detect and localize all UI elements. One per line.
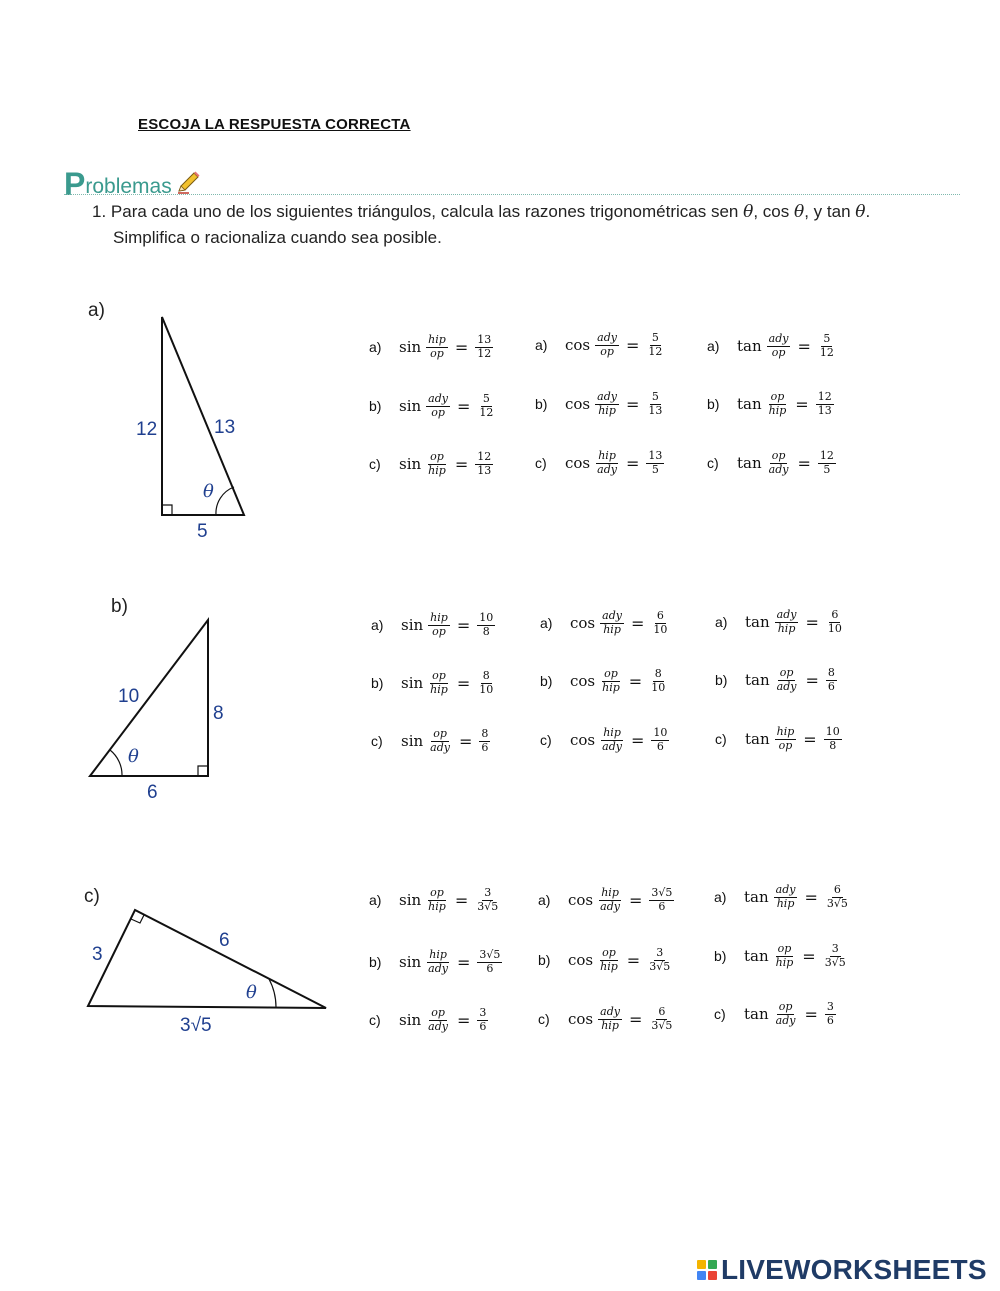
function-name: tan xyxy=(737,337,762,356)
part-label-a: a) xyxy=(88,300,105,321)
instruction-line-2: Simplifica o racionaliza cuando sea posible. xyxy=(113,228,442,247)
side-label: 6 xyxy=(147,782,158,803)
ratio-denominator: hip xyxy=(598,403,616,417)
ratio-numerator: op xyxy=(604,667,618,680)
ratio-numerator: op xyxy=(771,449,786,462)
logo-blocks-icon xyxy=(697,1260,717,1280)
function-name: tan xyxy=(737,454,762,473)
section-heading xyxy=(64,166,172,203)
option-label: c) xyxy=(714,1006,726,1023)
ratio-numerator: hip xyxy=(776,725,795,738)
option-c-cos-c[interactable]: c) cos $\frac{\text{ady}}{\text{hip}}$ = $\frac{6}{3√5}$ xyxy=(538,1005,673,1032)
ratio-numerator: op xyxy=(432,669,446,682)
option-a-tan-c[interactable]: c) tan $\frac{op}{\text{ady}}$ = $\frac{12}{5}$ xyxy=(707,449,834,476)
ratio-denominator: hip xyxy=(600,959,618,973)
option-label: b) xyxy=(540,673,553,690)
option-label: a) xyxy=(538,892,551,909)
instruction-text: . xyxy=(865,202,871,221)
option-label: c) xyxy=(371,733,383,750)
side-label: 3√5 xyxy=(180,1015,212,1036)
value-numerator: 5 xyxy=(823,332,831,345)
ratio-denominator: ady xyxy=(430,740,450,754)
option-c-sin-b[interactable]: b) sin $\frac{\text{hip}}{\text{ady}}$ = $\frac{3√5}{6}$ xyxy=(369,948,501,975)
option-b-tan-c[interactable]: c) tan $\frac{\text{hip}}{op}$ = $\frac{10}{8}$ xyxy=(715,725,840,752)
theta-symbol: θ xyxy=(743,202,754,222)
value-numerator: 3√5 xyxy=(651,886,673,899)
value-numerator: 6 xyxy=(831,608,839,621)
value-numerator: 5 xyxy=(651,331,659,344)
option-a-cos-a[interactable]: a) cos $\frac{\text{ady}}{op}$ = $\frac{5}{12}$ xyxy=(535,331,663,358)
value-denominator: 3√5 xyxy=(651,1018,673,1032)
right-angle-mark xyxy=(162,505,172,515)
value-denominator: 3√5 xyxy=(826,896,848,910)
ratio-denominator: hip xyxy=(428,463,446,477)
value-numerator: 3 xyxy=(826,1000,834,1013)
ratio-numerator: ady xyxy=(775,883,796,896)
ratio-numerator: hip xyxy=(603,726,621,739)
value-numerator: 13 xyxy=(648,449,663,462)
value-numerator: 3 xyxy=(656,946,664,959)
value-denominator: 12 xyxy=(819,345,834,359)
value-denominator: 6 xyxy=(658,899,666,913)
theta-symbol: θ xyxy=(793,202,805,222)
ratio-denominator: op xyxy=(432,624,446,638)
triangle-c-shape xyxy=(88,910,326,1008)
option-label: a) xyxy=(371,617,384,634)
ratio-denominator: op xyxy=(430,346,444,360)
value-denominator: 12 xyxy=(648,344,663,358)
value-numerator: 12 xyxy=(817,390,832,403)
pencil-icon xyxy=(175,171,201,195)
function-name: cos xyxy=(568,1010,594,1029)
value-denominator: 12 xyxy=(477,346,492,360)
ratio-denominator: op xyxy=(771,345,786,359)
option-label: c) xyxy=(715,731,727,748)
option-b-sin-b[interactable]: b) sin $\frac{op}{\text{hip}}$ = $\frac{8}{10}$ xyxy=(371,669,494,696)
option-b-sin-c[interactable]: c) sin $\frac{op}{\text{ady}}$ = $\frac{8}{6}$ xyxy=(371,727,489,754)
value-numerator: 3√5 xyxy=(479,948,501,961)
heading-initial: P xyxy=(64,166,86,202)
value-numerator: 8 xyxy=(481,727,489,740)
option-label: c) xyxy=(540,732,552,749)
value-denominator: 12 xyxy=(479,405,494,419)
ratio-numerator: op xyxy=(779,666,794,679)
option-c-sin-a[interactable]: a) sin $\frac{op}{\text{hip}}$ = $\frac{3}{3√5}$ xyxy=(369,886,499,913)
option-b-cos-c[interactable]: c) cos $\frac{\text{hip}}{\text{ady}}$ = $\frac{10}{6}$ xyxy=(540,726,668,753)
ratio-numerator: op xyxy=(430,886,444,899)
function-name: tan xyxy=(744,888,769,907)
heading-divider xyxy=(64,194,960,195)
ratio-numerator: hip xyxy=(601,886,619,899)
ratio-denominator: hip xyxy=(430,682,448,696)
value-denominator: 10 xyxy=(827,621,842,635)
ratio-denominator: hip xyxy=(601,1018,619,1032)
ratio-denominator: hip xyxy=(776,896,795,910)
ratio-denominator: ady xyxy=(428,961,448,975)
ratio-numerator: ady xyxy=(597,331,617,344)
angle-arc xyxy=(269,979,276,1007)
option-label: a) xyxy=(535,337,548,354)
triangle-a xyxy=(120,305,270,545)
function-name: cos xyxy=(565,454,591,473)
function-name: sin xyxy=(399,1011,422,1030)
option-b-cos-b[interactable]: b) cos $\frac{op}{\text{hip}}$ = $\frac{8}{10}$ xyxy=(540,667,666,694)
side-label: 12 xyxy=(136,419,158,440)
option-c-cos-b[interactable]: b) cos $\frac{op}{\text{hip}}$ = $\frac{3}{3√5}$ xyxy=(538,946,671,973)
value-numerator: 3 xyxy=(484,886,492,899)
ratio-numerator: ady xyxy=(776,608,797,621)
function-name: sin xyxy=(399,455,422,474)
ratio-denominator: hip xyxy=(428,899,446,913)
ratio-numerator: op xyxy=(602,946,616,959)
option-label: c) xyxy=(369,456,381,473)
liveworksheets-logo xyxy=(697,1254,987,1286)
function-name: cos xyxy=(570,614,596,633)
value-numerator: 8 xyxy=(482,669,490,682)
option-label: b) xyxy=(714,948,727,965)
function-name: tan xyxy=(745,730,770,749)
ratio-numerator: ady xyxy=(600,1005,620,1018)
value-denominator: 6 xyxy=(826,1013,834,1027)
ratio-denominator: ady xyxy=(600,899,620,913)
option-label: a) xyxy=(540,615,553,632)
option-c-sin-c[interactable]: c) sin $\frac{op}{\text{ady}}$ = $\frac{3}{6}$ xyxy=(369,1006,487,1033)
side-label: 10 xyxy=(118,686,140,707)
instruction-text: , cos xyxy=(753,202,794,221)
option-a-sin-a[interactable]: a) sin $\frac{\text{hip}}{op}$ = $\frac{13}{12}$ xyxy=(369,333,492,360)
option-b-sin-a[interactable]: a) sin $\frac{\text{hip}}{op}$ = $\frac{10}{8}$ xyxy=(371,611,494,638)
ratio-denominator: ady xyxy=(597,462,617,476)
function-name: tan xyxy=(745,613,770,632)
ratio-denominator: hip xyxy=(775,955,794,969)
side-label: 3 xyxy=(92,944,103,965)
function-name: cos xyxy=(570,672,596,691)
value-denominator: 13 xyxy=(817,403,832,417)
option-label: a) xyxy=(714,889,727,906)
function-name: cos xyxy=(568,951,594,970)
value-denominator: 13 xyxy=(477,463,492,477)
option-a-sin-b[interactable]: b) sin $\frac{\text{ady}}{op}$ = $\frac{5}{12}$ xyxy=(369,392,494,419)
value-numerator: 5 xyxy=(482,392,490,405)
triangle-c xyxy=(80,900,340,1045)
value-denominator: 6 xyxy=(656,739,664,753)
ratio-denominator: hip xyxy=(768,403,787,417)
option-b-tan-a[interactable]: a) tan $\frac{\text{ady}}{\text{hip}}$ = $\frac{6}{10}$ xyxy=(715,608,842,635)
side-label: 5 xyxy=(197,521,208,542)
ratio-denominator: hip xyxy=(777,621,796,635)
ratio-numerator: hip xyxy=(428,333,446,346)
value-numerator: 8 xyxy=(654,667,662,680)
side-label: 6 xyxy=(219,930,230,951)
ratio-numerator: ady xyxy=(768,332,789,345)
ratio-denominator: ady xyxy=(775,1013,796,1027)
ratio-numerator: hip xyxy=(598,449,616,462)
ratio-denominator: op xyxy=(600,344,614,358)
angle-arc xyxy=(110,750,122,776)
option-label: a) xyxy=(715,614,728,631)
value-denominator: 6 xyxy=(481,740,489,754)
angle-label: θ xyxy=(246,982,257,1003)
ratio-denominator: ady xyxy=(768,462,789,476)
value-numerator: 12 xyxy=(477,450,492,463)
option-label: c) xyxy=(707,455,719,472)
logo-block xyxy=(697,1271,706,1280)
heading-rest: roblemas xyxy=(85,175,172,198)
value-numerator: 6 xyxy=(833,883,841,896)
ratio-numerator: ady xyxy=(602,609,622,622)
function-name: sin xyxy=(399,953,422,972)
ratio-denominator: ady xyxy=(602,739,622,753)
instruction-text: , y tan xyxy=(804,202,856,221)
function-name: sin xyxy=(401,732,424,751)
value-numerator: 6 xyxy=(658,1005,666,1018)
value-denominator: 3√5 xyxy=(477,899,499,913)
value-denominator: 8 xyxy=(829,738,837,752)
ratio-numerator: op xyxy=(770,390,785,403)
right-angle-mark xyxy=(198,766,208,776)
part-label-b: b) xyxy=(111,596,128,617)
option-a-cos-c[interactable]: c) cos $\frac{\text{hip}}{\text{ady}}$ = $\frac{13}{5}$ xyxy=(535,449,663,476)
value-denominator: 8 xyxy=(482,624,490,638)
value-denominator: 6 xyxy=(827,679,835,693)
function-name: sin xyxy=(399,338,422,357)
option-c-tan-a[interactable]: a) tan $\frac{\text{ady}}{\text{hip}}$ = $\frac{6}{3√5}$ xyxy=(714,883,848,910)
value-numerator: 8 xyxy=(827,666,835,679)
triangle-b-shape xyxy=(90,620,208,776)
logo-block xyxy=(697,1260,706,1269)
side-label: 13 xyxy=(214,417,236,438)
value-denominator: 10 xyxy=(653,622,668,636)
option-c-cos-a[interactable]: a) cos $\frac{\text{hip}}{\text{ady}}$ = $\frac{3√5}{6}$ xyxy=(538,886,673,913)
function-name: sin xyxy=(399,891,422,910)
option-label: b) xyxy=(707,396,720,413)
function-name: cos xyxy=(570,731,596,750)
value-numerator: 10 xyxy=(825,725,840,738)
part-label-c: c) xyxy=(84,886,100,907)
instruction-text: 1. Para cada uno de los siguientes triángulos, calcula las razones trigonométricas sen xyxy=(92,202,744,221)
ratio-numerator: hip xyxy=(430,611,448,624)
option-label: c) xyxy=(535,455,547,472)
function-name: cos xyxy=(568,891,594,910)
instruction-line-1 xyxy=(92,202,870,222)
option-label: c) xyxy=(538,1011,550,1028)
value-denominator: 3√5 xyxy=(824,955,846,969)
triangle-b xyxy=(80,610,240,810)
option-label: a) xyxy=(707,338,720,355)
angle-arc xyxy=(216,487,234,515)
value-denominator: 6 xyxy=(479,1019,487,1033)
ratio-numerator: ady xyxy=(597,390,617,403)
value-denominator: 3√5 xyxy=(649,959,671,973)
side-label: 8 xyxy=(213,703,224,724)
function-name: cos xyxy=(565,395,591,414)
function-name: sin xyxy=(401,674,424,693)
ratio-numerator: op xyxy=(431,1006,445,1019)
option-label: b) xyxy=(535,396,548,413)
function-name: tan xyxy=(745,671,770,690)
angle-label: θ xyxy=(203,481,214,502)
option-b-tan-b[interactable]: b) tan $\frac{op}{\text{ady}}$ = $\frac{8}{6}$ xyxy=(715,666,835,693)
option-label: b) xyxy=(369,954,382,971)
ratio-denominator: hip xyxy=(602,680,620,694)
value-numerator: 5 xyxy=(651,390,659,403)
function-name: cos xyxy=(565,336,591,355)
value-denominator: 13 xyxy=(648,403,663,417)
ratio-denominator: hip xyxy=(603,622,621,636)
ratio-numerator: op xyxy=(433,727,447,740)
option-label: a) xyxy=(369,339,382,356)
logo-block xyxy=(708,1271,717,1280)
option-a-cos-b[interactable]: b) cos $\frac{\text{ady}}{\text{hip}}$ = $\frac{5}{13}$ xyxy=(535,390,663,417)
ratio-numerator: op xyxy=(778,1000,793,1013)
option-label: b) xyxy=(369,398,382,415)
option-a-tan-b[interactable]: b) tan $\frac{op}{\text{hip}}$ = $\frac{12}{13}$ xyxy=(707,390,832,417)
value-denominator: 10 xyxy=(479,682,494,696)
option-a-tan-a[interactable]: a) tan $\frac{\text{ady}}{op}$ = $\frac{5}{12}$ xyxy=(707,332,834,359)
ratio-numerator: ady xyxy=(428,392,448,405)
option-label: b) xyxy=(538,952,551,969)
value-numerator: 10 xyxy=(653,726,668,739)
option-a-sin-c[interactable]: c) sin $\frac{op}{\text{hip}}$ = $\frac{12}{13}$ xyxy=(369,450,492,477)
value-numerator: 6 xyxy=(656,609,664,622)
option-c-tan-b[interactable]: b) tan $\frac{op}{\text{hip}}$ = $\frac{3}{3√5}$ xyxy=(714,942,846,969)
value-denominator: 5 xyxy=(823,462,831,476)
value-numerator: 3 xyxy=(479,1006,487,1019)
function-name: tan xyxy=(744,1005,769,1024)
ratio-numerator: op xyxy=(777,942,792,955)
option-label: b) xyxy=(371,675,384,692)
ratio-denominator: ady xyxy=(428,1019,448,1033)
angle-label: θ xyxy=(128,746,139,767)
ratio-numerator: op xyxy=(430,450,444,463)
theta-symbol: θ xyxy=(855,202,866,222)
function-name: sin xyxy=(401,616,424,635)
function-name: tan xyxy=(744,947,769,966)
ratio-numerator: hip xyxy=(429,948,447,961)
value-numerator: 3 xyxy=(831,942,839,955)
worksheet-title: ESCOJA LA RESPUESTA CORRECTA xyxy=(138,116,411,133)
function-name: sin xyxy=(399,397,422,416)
logo-text: LIVEWORKSHEETS xyxy=(721,1254,987,1285)
ratio-denominator: op xyxy=(778,738,793,752)
value-numerator: 13 xyxy=(477,333,492,346)
value-denominator: 6 xyxy=(486,961,494,975)
option-label: c) xyxy=(369,1012,381,1029)
function-name: tan xyxy=(737,395,762,414)
option-label: a) xyxy=(369,892,382,909)
option-c-tan-c[interactable]: c) tan $\frac{op}{\text{ady}}$ = $\frac{3}{6}$ xyxy=(714,1000,834,1027)
ratio-denominator: op xyxy=(431,405,445,419)
ratio-denominator: ady xyxy=(776,679,797,693)
option-b-cos-a[interactable]: a) cos $\frac{\text{ady}}{\text{hip}}$ = $\frac{6}{10}$ xyxy=(540,609,668,636)
logo-block xyxy=(708,1260,717,1269)
value-denominator: 5 xyxy=(651,462,659,476)
option-label: b) xyxy=(715,672,728,689)
value-denominator: 10 xyxy=(651,680,666,694)
value-numerator: 10 xyxy=(479,611,494,624)
value-numerator: 12 xyxy=(819,449,834,462)
